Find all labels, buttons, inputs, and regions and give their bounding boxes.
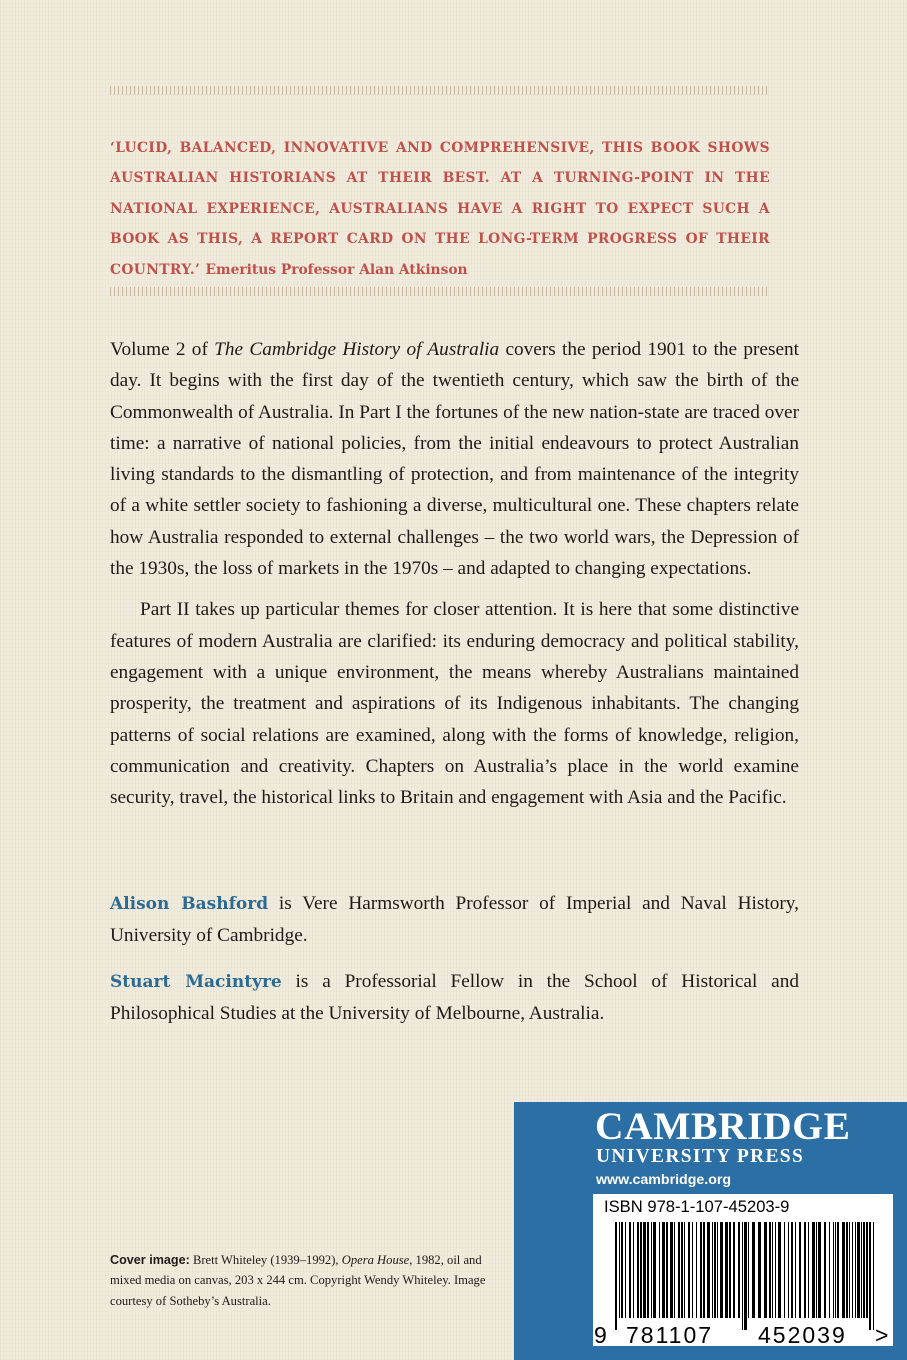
barcode-digit-first: 9	[594, 1322, 607, 1346]
book-description	[110, 334, 799, 813]
barcode-bar	[791, 1222, 793, 1318]
barcode-bar	[629, 1222, 631, 1318]
barcode-bar	[748, 1222, 749, 1318]
barcode-digits-right: 452039	[758, 1322, 847, 1346]
barcode-bar	[816, 1222, 817, 1318]
barcode-bar	[842, 1222, 845, 1318]
book-title: The Cambridge History of Australia	[214, 339, 500, 360]
barcode-digits-left: 781107	[626, 1322, 714, 1346]
barcode-bar	[873, 1222, 874, 1330]
quote-text: ‘LUCID, BALANCED, INNOVATIVE AND COMPREHENSIVE, THIS BOOK SHOWS AUSTRALIAN HISTORIANS AT THEIR BEST. AT A TURNING-POINT IN THE NATIONAL EXPERIENCE, AUSTRALIANS HAVE A RIGHT TO EXPECT SUCH A BOOK AS THIS, A REPORT CARD ON THE LONG-TERM PROGRESS OF THEIR COUNTRY.’	[110, 140, 770, 278]
quote-attribution: Emeritus Professor Alan Atkinson	[205, 261, 468, 278]
barcode-bar	[869, 1222, 871, 1330]
barcode-bar	[808, 1222, 809, 1318]
barcode-bar	[700, 1222, 702, 1318]
description-paragraph-2: Part II takes up particular themes for closer attention. It is here that some distinctive features of modern Australia are clarified: its enduring democracy and political stability, engagement with a unique environment, the means whereby Australians maintained prosperity, the treatment and aspirations of its Indigenous inhabitants. The changing patterns of social relations are examined, along with the forms of knowledge, religion, communication and creativity. Chapters on Australia’s place in the world examine security, travel, the historical links to Britain and engagement with Asia and the Pacific.	[110, 599, 799, 809]
description-paragraph-1: Volume 2 of The Cambridge History of Australia covers the period 1901 to the present day. It begins with the first day of the twentieth century, which saw the birth of the Commonwealth of Australia. In Part I the fortunes of the new nation-state are traced over time: a narrative of national policies, from the initial endeavours to protect Australian living standards to the dismantling of protection, and from maintenance of the integrity of a white settler society to fashioning a diverse, multicultural one. These chapters relate how Australia responded to external challenges – the two world wars, the Depression of the 1930s, the loss of markets in the 1970s – and adapted to changing expectations.	[110, 339, 799, 580]
barcode-bar	[772, 1222, 773, 1318]
barcode-bar	[769, 1222, 771, 1318]
barcode-bar	[717, 1222, 718, 1318]
barcode-bar	[707, 1222, 710, 1318]
cover-credit-label: Cover image:	[110, 1253, 190, 1267]
barcode-bar	[824, 1222, 826, 1318]
barcode-bar	[866, 1222, 868, 1318]
barcode	[593, 1194, 893, 1346]
barcode-bar	[812, 1222, 815, 1318]
barcode-bar	[795, 1222, 796, 1318]
barcode-bar	[674, 1222, 675, 1318]
barcode-bar	[758, 1222, 761, 1318]
dotted-rule-bottom	[110, 287, 770, 296]
barcode-bar	[619, 1222, 620, 1318]
barcode-bar	[640, 1222, 642, 1318]
barcode-bar	[833, 1222, 834, 1318]
barcode-bar	[643, 1222, 646, 1318]
barcode-bar	[775, 1222, 776, 1318]
barcode-quiet-mark: >	[875, 1322, 889, 1346]
barcode-bar	[857, 1222, 860, 1318]
barcode-bar	[733, 1222, 735, 1318]
barcode-bar	[712, 1222, 713, 1318]
author-name: Alison Bashford	[110, 894, 269, 914]
barcode-bar	[692, 1222, 693, 1318]
barcode-bar	[729, 1222, 731, 1318]
barcode-bar	[703, 1222, 705, 1318]
dotted-rule-top	[110, 86, 770, 95]
barcode-bar	[621, 1222, 623, 1318]
barcode-bar	[837, 1222, 839, 1318]
barcode-bar	[651, 1222, 652, 1318]
barcode-bar	[696, 1222, 697, 1318]
barcode-bar	[637, 1222, 639, 1318]
barcode-bar	[804, 1222, 806, 1318]
barcode-bar	[678, 1222, 680, 1318]
barcode-bar	[688, 1222, 690, 1318]
barcode-bar	[742, 1222, 743, 1330]
isbn-barcode-panel	[593, 1194, 893, 1346]
barcode-bar	[835, 1222, 836, 1318]
barcode-bar	[799, 1222, 801, 1318]
barcode-bar	[625, 1222, 626, 1318]
barcode-bar	[846, 1222, 848, 1318]
barcode-bar	[666, 1222, 668, 1318]
barcode-bar	[684, 1222, 685, 1318]
publisher-url: www.cambridge.org	[596, 1172, 732, 1188]
barcode-bar	[818, 1222, 821, 1318]
barcode-bar	[849, 1222, 850, 1318]
publisher-name: CAMBRIDGE	[595, 1104, 851, 1148]
author-bio-macintyre: Stuart Macintyre is a Professorial Fellow in the School of Historical and Philosophical Studies at the University of Melbourne, Australia.	[110, 971, 799, 1024]
publisher-subtitle: UNIVERSITY PRESS	[596, 1146, 805, 1167]
barcode-bar	[670, 1222, 673, 1318]
barcode-bar	[720, 1222, 723, 1318]
barcode-bar	[633, 1222, 634, 1318]
barcode-bar	[738, 1222, 740, 1318]
barcode-bar	[725, 1222, 728, 1318]
barcode-bar	[659, 1222, 660, 1318]
barcode-bar	[784, 1222, 785, 1318]
barcode-bar	[662, 1222, 665, 1318]
author-name: Stuart Macintyre	[110, 972, 282, 992]
barcode-bar	[647, 1222, 649, 1318]
barcode-bar	[764, 1222, 767, 1318]
artwork-title: Opera House	[341, 1253, 410, 1267]
barcode-bar	[863, 1222, 865, 1318]
endorsement-quote	[110, 133, 770, 285]
author-bio-bashford: Alison Bashford is Vere Harmsworth Professor of Imperial and Naval History, University of Cambridge.	[110, 893, 799, 946]
barcode-bar	[861, 1222, 862, 1318]
barcode-bar	[714, 1222, 716, 1318]
barcode-bar	[829, 1222, 830, 1318]
barcode-bar	[852, 1222, 853, 1318]
barcode-bar	[788, 1222, 789, 1318]
barcode-bar	[615, 1222, 617, 1330]
barcode-bar	[752, 1222, 755, 1318]
barcode-bars	[615, 1222, 874, 1330]
barcode-bar	[681, 1222, 683, 1318]
barcode-bar	[855, 1222, 856, 1318]
barcode-bar	[778, 1222, 781, 1318]
publisher-box	[514, 1102, 907, 1360]
cover-image-credit: Cover image: Brett Whiteley (1939–1992), Opera House, 1982, oil and mixed media on canvas, 203 x 244 cm. Copyright Wendy Whiteley. Image courtesy of Sotheby’s Australia.	[110, 1253, 486, 1308]
barcode-bar	[744, 1222, 747, 1330]
barcode-bar	[653, 1222, 656, 1318]
isbn-text: ISBN 978-1-107-45203-9	[604, 1197, 790, 1216]
